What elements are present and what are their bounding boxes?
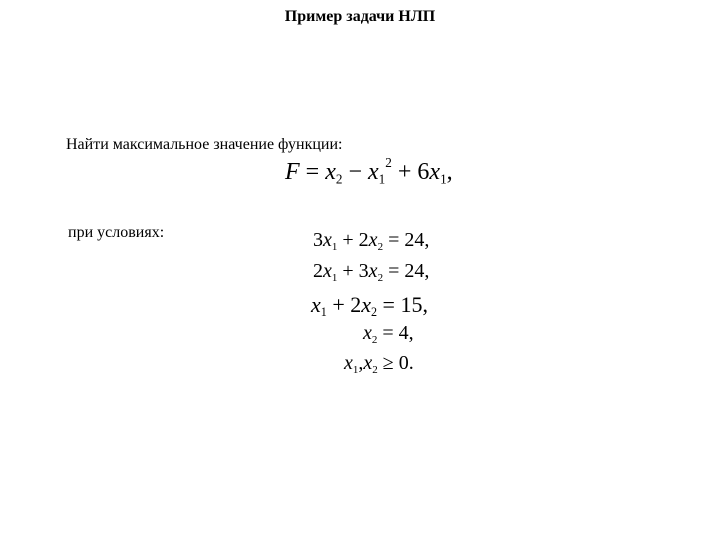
subscript: 1: [378, 171, 386, 187]
subscript: 2: [371, 305, 378, 320]
right-hand-side: 15,: [400, 292, 428, 317]
constraint-2: [313, 260, 430, 284]
relation-sign: =: [377, 322, 399, 344]
variable-x1: x: [311, 292, 321, 317]
coefficient: 2: [313, 260, 323, 282]
subscript: 2: [377, 240, 384, 253]
variable-x1: x: [344, 352, 353, 374]
constraint-4: [363, 322, 414, 346]
right-hand-side: 24,: [404, 260, 430, 282]
variable-x2: x: [363, 352, 373, 374]
function-symbol: F: [285, 159, 300, 185]
variable-x1: x: [323, 229, 332, 251]
relation-sign: =: [383, 260, 405, 282]
subscript: 1: [331, 240, 338, 253]
objective-prompt: Найти максимальное значение функции:: [66, 136, 343, 153]
relation-sign: ≥: [377, 352, 399, 374]
constraint-3: [311, 292, 428, 320]
coefficient: 6: [417, 159, 430, 185]
subscript: 1: [331, 271, 338, 284]
coefficient: 2: [350, 292, 362, 317]
minus-sign: −: [342, 159, 369, 185]
variable-x1: x: [429, 159, 441, 185]
subscript: 1: [320, 305, 327, 320]
variable-x2: x: [368, 260, 378, 282]
variable-x2: x: [368, 229, 378, 251]
subscript: 2: [335, 171, 343, 187]
subscript: 2: [377, 271, 384, 284]
exponent: 2: [385, 155, 392, 171]
subscript: 1: [440, 171, 447, 187]
plus-sign: +: [337, 260, 359, 282]
objective-function: [285, 155, 453, 187]
variable-x1: x: [368, 159, 379, 185]
coefficient: 3: [358, 260, 369, 282]
relation-sign: =: [377, 292, 401, 317]
equals-sign: =: [299, 159, 326, 185]
constraint-1: [313, 229, 430, 253]
slide-title: Пример задачи НЛП: [284, 8, 436, 25]
comma: ,: [358, 352, 364, 374]
variable-x2: x: [325, 159, 336, 185]
coefficient: 3: [313, 229, 323, 251]
constraints-prompt: при условиях:: [68, 224, 165, 241]
subscript: 2: [372, 363, 378, 376]
right-hand-side: 24,: [404, 229, 430, 251]
right-hand-side: 4,: [398, 322, 414, 344]
variable-x1: x: [323, 260, 332, 282]
constraint-5: [344, 352, 414, 376]
plus-sign: +: [337, 229, 359, 251]
plus-sign: +: [326, 292, 351, 317]
variable-x2: x: [363, 322, 372, 344]
relation-sign: =: [383, 229, 405, 251]
coefficient: 2: [358, 229, 369, 251]
trailing-comma: ,: [446, 159, 453, 185]
plus-sign: +: [391, 159, 418, 185]
subscript: 2: [371, 333, 378, 346]
right-hand-side: 0.: [398, 352, 414, 374]
subscript: 1: [352, 363, 359, 376]
variable-x2: x: [361, 292, 371, 317]
